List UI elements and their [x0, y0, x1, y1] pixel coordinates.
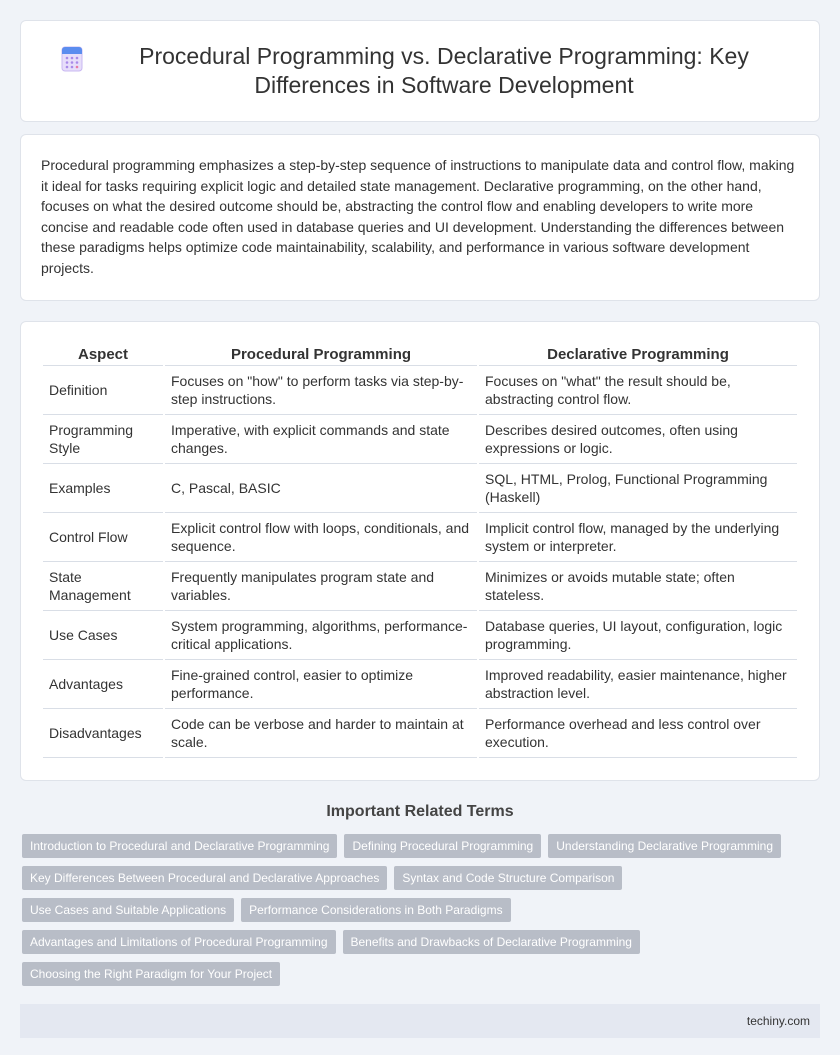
table-header-row — [43, 340, 797, 366]
declarative-cell: Describes desired outcomes, often using expressions or logic. — [479, 415, 797, 464]
table-row — [43, 660, 797, 709]
table-row — [43, 562, 797, 611]
procedural-cell: Imperative, with explicit commands and state changes. — [165, 415, 477, 464]
document-icon — [61, 46, 83, 72]
header-card — [20, 20, 820, 122]
procedural-cell: Focuses on "how" to perform tasks via step-by-step instructions. — [165, 366, 477, 415]
header-procedural: Procedural Programming — [165, 340, 477, 366]
header-aspect: Aspect — [43, 340, 163, 366]
related-terms-list — [22, 834, 818, 994]
procedural-cell: Code can be verbose and harder to maintain at scale. — [165, 709, 477, 758]
aspect-cell: Use Cases — [43, 611, 163, 660]
procedural-cell: System programming, algorithms, performance-critical applications. — [165, 611, 477, 660]
related-term-tag[interactable]: Defining Procedural Programming — [344, 834, 541, 858]
comparison-table — [41, 340, 799, 758]
header-declarative: Declarative Programming — [479, 340, 797, 366]
declarative-cell: Performance overhead and less control over execution. — [479, 709, 797, 758]
related-term-tag[interactable]: Use Cases and Suitable Applications — [22, 898, 234, 922]
declarative-cell: SQL, HTML, Prolog, Functional Programming (Haskell) — [479, 464, 797, 513]
declarative-cell: Minimizes or avoids mutable state; often stateless. — [479, 562, 797, 611]
procedural-cell: C, Pascal, BASIC — [165, 464, 477, 513]
aspect-cell: Examples — [43, 464, 163, 513]
aspect-cell: State Management — [43, 562, 163, 611]
aspect-cell: Definition — [43, 366, 163, 415]
table-row — [43, 366, 797, 415]
intro-card — [20, 134, 820, 301]
declarative-cell: Implicit control flow, managed by the underlying system or interpreter. — [479, 513, 797, 562]
footer-site-link[interactable]: techiny.com — [746, 1014, 810, 1028]
table-row — [43, 709, 797, 758]
footer — [20, 1004, 820, 1038]
related-term-tag[interactable]: Introduction to Procedural and Declarative Programming — [22, 834, 337, 858]
related-term-tag[interactable]: Choosing the Right Paradigm for Your Project — [22, 962, 280, 986]
procedural-cell: Frequently manipulates program state and variables. — [165, 562, 477, 611]
intro-paragraph: Procedural programming emphasizes a step-by-step sequence of instructions to manipulate data and control flow, making it ideal for tasks requiring explicit logic and detailed state management. Declarative programming, on the other hand, focuses on what the desired outcome should be, abstracting the control flow and enabling developers to write more concise and readable code often used in database queries and UI development. Understanding the differences between these paradigms helps optimize code maintainability, scalability, and performance in various software development projects. — [41, 157, 795, 276]
aspect-cell: Programming Style — [43, 415, 163, 464]
table-row — [43, 464, 797, 513]
table-row — [43, 513, 797, 562]
related-term-tag[interactable]: Key Differences Between Procedural and Declarative Approaches — [22, 866, 387, 890]
related-terms-title: Important Related Terms — [326, 803, 514, 820]
declarative-cell: Improved readability, easier maintenance, higher abstraction level. — [479, 660, 797, 709]
page-title: Procedural Programming vs. Declarative Programming: Key Differences in Software Development — [139, 43, 749, 98]
related-term-tag[interactable]: Benefits and Drawbacks of Declarative Programming — [343, 930, 640, 954]
related-term-tag[interactable]: Understanding Declarative Programming — [548, 834, 781, 858]
related-term-tag[interactable]: Performance Considerations in Both Paradigms — [241, 898, 510, 922]
declarative-cell: Focuses on "what" the result should be, abstracting control flow. — [479, 366, 797, 415]
aspect-cell: Disadvantages — [43, 709, 163, 758]
related-term-tag[interactable]: Advantages and Limitations of Procedural Programming — [22, 930, 336, 954]
procedural-cell: Fine-grained control, easier to optimize performance. — [165, 660, 477, 709]
declarative-cell: Database queries, UI layout, configuration, logic programming. — [479, 611, 797, 660]
table-row — [43, 415, 797, 464]
aspect-cell: Control Flow — [43, 513, 163, 562]
aspect-cell: Advantages — [43, 660, 163, 709]
procedural-cell: Explicit control flow with loops, conditionals, and sequence. — [165, 513, 477, 562]
related-term-tag[interactable]: Syntax and Code Structure Comparison — [394, 866, 622, 890]
comparison-table-card — [20, 321, 820, 781]
table-row — [43, 611, 797, 660]
